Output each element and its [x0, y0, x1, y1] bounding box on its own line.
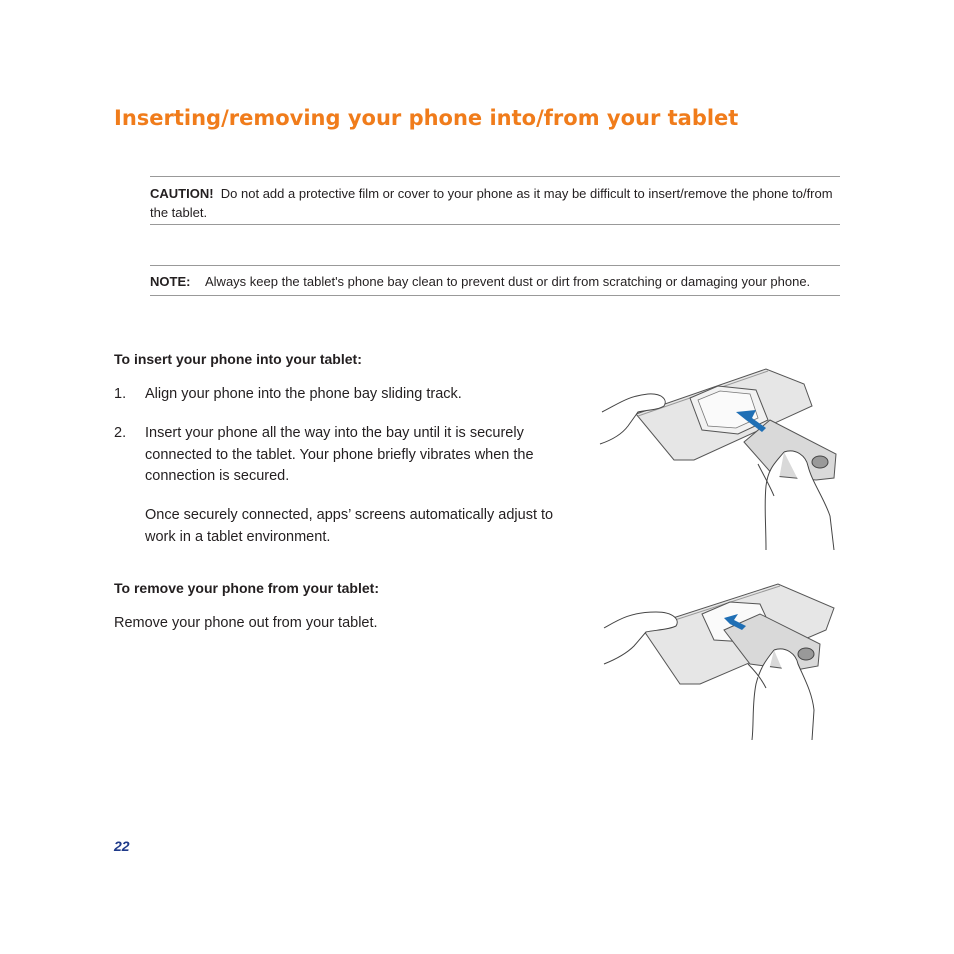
note-text: Always keep the tablet's phone bay clean to prevent dust or dirt from scratching or damaging your phone.	[205, 274, 811, 289]
insert-phone-illustration	[598, 366, 843, 550]
note-box	[150, 265, 840, 296]
page-number: 22	[114, 838, 130, 854]
remove-phone-illustration	[600, 580, 845, 744]
step-text: Insert your phone all the way into the bay until it is securely connected to the tablet. Your phone briefly vibrates when the connection is secured.	[145, 425, 534, 484]
caution-label: CAUTION!	[150, 186, 214, 201]
insert-heading: To insert your phone into your tablet:	[114, 351, 362, 367]
note-label: NOTE:	[150, 274, 191, 289]
remove-text: Remove your phone out from your tablet.	[114, 615, 378, 631]
step-number: 1.	[114, 386, 127, 402]
caution-text: Do not add a protective film or cover to your phone as it may be difficult to insert/remove the phone to/from the tablet.	[150, 186, 833, 220]
caution-box	[150, 176, 840, 225]
remove-heading: To remove your phone from your tablet:	[114, 580, 379, 596]
page-title: Inserting/removing your phone into/from your tablet	[114, 106, 739, 130]
step-text: Align your phone into the phone bay sliding track.	[145, 386, 462, 402]
followup-text: Once securely connected, apps’ screens automatically adjust to work in a tablet environment.	[145, 507, 554, 545]
step-number: 2.	[114, 425, 127, 441]
